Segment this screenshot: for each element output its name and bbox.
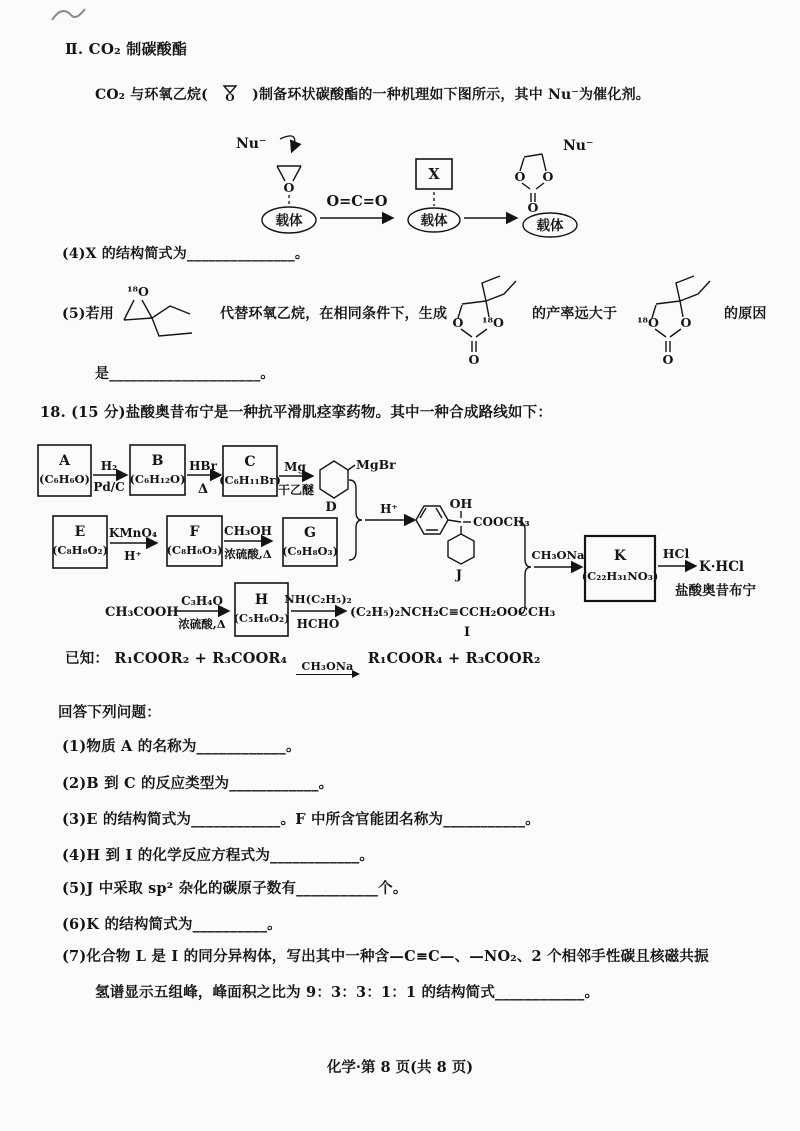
box-a-formula: (C₆H₆O) — [39, 472, 90, 486]
box-c-formula: (C₆H₁₁Br) — [219, 473, 281, 487]
box-e-letter: E — [74, 524, 86, 540]
intro-text-post: )制备环状碳酸酯的一种机理如下图所示，其中 Nu⁻为催化剂。 — [252, 87, 650, 103]
brace-d-g — [349, 480, 362, 560]
carbA-o-left: O — [452, 315, 464, 330]
labeled-epoxide-structure — [114, 280, 218, 350]
question-4-sec2: (4)X 的结构简式为_______________。 — [62, 246, 310, 262]
box-b-letter: B — [151, 453, 164, 469]
question-5-post: 的原因 — [724, 306, 767, 322]
box-e-formula: (C₈H₈O₂) — [51, 543, 109, 557]
question-6: (6)K 的结构简式为__________。 — [62, 916, 282, 933]
arrow-ab-top: H₂ — [100, 459, 118, 473]
ring-o-right: O — [542, 169, 554, 184]
question-3: (3)E 的结构简式为____________。F 中所含官能团名称为___________。 — [62, 811, 540, 828]
arrow-fg-top: CH₃OH — [224, 524, 272, 538]
box-k-formula: (C₂₂H₃₁NO₃) — [581, 569, 659, 583]
pen-mark — [48, 2, 92, 28]
j-letter: J — [455, 568, 463, 583]
d-mgbr-label: MgBr — [356, 457, 396, 472]
arrow-fg-bottom: 浓硫酸,Δ — [224, 547, 272, 561]
question-5-mid2: 的产率远大于 — [532, 306, 618, 322]
box-k-letter: K — [613, 548, 627, 564]
nu-label-2: Nu⁻ — [563, 138, 594, 154]
arrow-ef-top: KMnO₄ — [108, 526, 158, 540]
box-c-letter: C — [244, 454, 256, 470]
curved-arrow — [280, 136, 295, 151]
carrier-label-2: 载体 — [420, 213, 448, 229]
ring-o-left: O — [514, 169, 526, 184]
arrow-cd-top: Mg — [284, 460, 306, 474]
nu-label-1: Nu⁻ — [236, 136, 267, 152]
intro-text-pre: CO₂ 与环氧乙烷( — [95, 87, 208, 103]
carbB-o-left: ¹⁸O — [637, 315, 659, 330]
carbonate-structure-18o-ring — [438, 268, 534, 370]
brace-j-i — [519, 522, 531, 614]
box-g-formula: (C₉H₈O₃) — [281, 544, 339, 558]
question-2: (2)B 到 C 的反应类型为____________。 — [62, 775, 334, 792]
arrow-ab-bottom: Pd/C — [93, 480, 125, 494]
carbonate-structure-18o-left — [630, 268, 726, 370]
final-product-name: 盐酸奥昔布宁 — [675, 583, 756, 599]
known-lhs: R₁COOR₂ + R₃COOR₄ — [114, 650, 288, 667]
box-h-letter: H — [254, 592, 269, 608]
section2-intro — [95, 82, 650, 105]
section2-heading: Ⅱ. CO₂ 制碳酸酯 — [65, 40, 188, 58]
page-footer: 化学·第 8 页(共 8 页) — [326, 1059, 474, 1076]
carbA-o-right: ¹⁸O — [482, 315, 504, 330]
box-f-formula: (C₈H₆O₃) — [166, 543, 223, 557]
question-4: (4)H 到 I 的化学反应方程式为____________。 — [62, 847, 375, 864]
acetic-acid-label: CH₃COOH — [105, 605, 179, 620]
co2-label: O=C=O — [326, 193, 388, 210]
question-5-mid1: 代替环氧乙烷，在相同条件下，生成 — [220, 306, 448, 322]
known-catalyst: CH₃ONa — [301, 660, 354, 673]
known-reaction — [65, 650, 541, 675]
x-box-label: X — [428, 166, 440, 183]
question-5: (5)J 中采取 sp² 杂化的碳原子数有___________个。 — [62, 880, 408, 897]
synthesis-flowchart — [35, 438, 800, 652]
arrow-hcl-top: HCl — [662, 546, 690, 561]
arrow-dgj-top: H⁺ — [380, 502, 398, 516]
box-b-formula: (C₆H₁₂O) — [129, 472, 186, 486]
arrow-jk-top: CH₃ONa — [531, 548, 585, 562]
box-f-letter: F — [189, 524, 200, 540]
carbB-o-right: O — [680, 315, 692, 330]
known-arrow — [296, 661, 358, 675]
arrow-bc-top: HBr — [189, 459, 217, 473]
epoxide-o-label: O — [283, 180, 295, 195]
question-1: (1)物质 A 的名称为____________。 — [62, 738, 301, 755]
arrow-hi-top: NH(C₂H₅)₂ — [284, 592, 352, 606]
question-5-line2: 是_____________________。 — [95, 366, 275, 382]
box-g-letter: G — [304, 525, 316, 541]
answer-prompt: 回答下列问题： — [58, 704, 161, 721]
carrier-label-3: 载体 — [536, 218, 564, 234]
ring-o-carbonyl: O — [527, 200, 539, 215]
known-rhs: R₁COOR₄ + R₃COOR₂ — [367, 650, 541, 667]
arrow-ef-bottom: H⁺ — [124, 549, 142, 563]
box-h-formula: (C₅H₆O₂) — [233, 611, 290, 625]
arrow-h-bottom: 浓硫酸,Δ — [178, 617, 226, 631]
question-7-line2: 氢谱显示五组峰，峰面积之比为 9：3：3：1：1 的结构简式____________。 — [95, 984, 600, 1001]
mechanism-diagram — [170, 126, 630, 244]
arrow-h-top: C₃H₄O — [181, 594, 223, 608]
arrow-hi-bottom: HCHO — [296, 617, 340, 631]
arrow-cd-bottom: 干乙醚 — [277, 483, 315, 497]
inline-epoxide-structure — [213, 82, 247, 102]
inline-epoxide-o-label: O — [225, 92, 235, 104]
i-letter: I — [463, 625, 471, 640]
carrier-label-1: 载体 — [275, 213, 303, 229]
box-a-letter: A — [59, 453, 70, 469]
epoxide-18o-label: ¹⁸O — [127, 284, 149, 299]
question-5-pre: (5)若用 — [62, 306, 114, 322]
i-formula: (C₂H₅)₂NCH₂C≡CCH₂OOCCH₃ — [350, 604, 556, 619]
question-7-line1: (7)化合物 L 是 I 的同分异构体，写出其中一种含—C≡C—、—NO₂、2 个相邻手性碳且核磁共振 — [62, 948, 709, 965]
reaction-arrow — [296, 674, 358, 675]
j-ester-label: COOCH₃ — [473, 515, 530, 529]
question-18-heading: 18. (15 分)盐酸奥昔布宁是一种抗平滑肌痉挛药物。其中一种合成路线如下： — [40, 404, 553, 421]
carbA-o-carbonyl: O — [468, 352, 480, 367]
j-oh-label: OH — [449, 496, 473, 511]
d-letter: D — [325, 500, 337, 515]
final-product-formula: K·HCl — [699, 559, 745, 575]
carbB-o-carbonyl: O — [662, 352, 674, 367]
known-prefix: 已知： — [65, 650, 110, 667]
arrow-bc-bottom: Δ — [197, 482, 209, 497]
